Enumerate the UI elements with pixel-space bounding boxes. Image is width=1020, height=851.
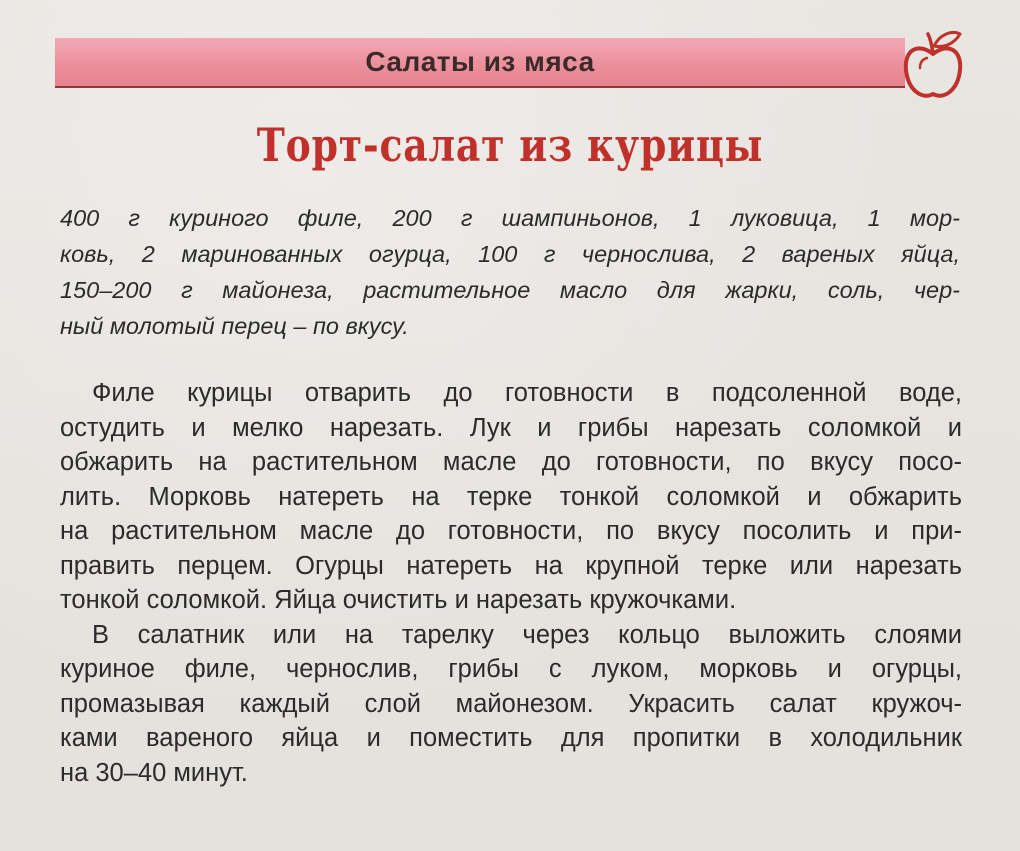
section-title: Салаты из мяса: [365, 46, 595, 77]
ingredients-list: [60, 200, 960, 344]
ingredients-line: ный молотый перец – по вкусу.: [60, 313, 409, 339]
instructions-line: править перцем. Огурцы натереть на крупной терке или нарезать: [60, 551, 962, 580]
ingredients-line: ковь, 2 маринованных огурца, 100 г чернослива, 2 вареных яйца,: [60, 241, 960, 267]
ingredients-line: 150–200 г майонеза, растительное масло для жарки, соль, чер-: [60, 277, 960, 303]
recipe-instructions: [60, 376, 962, 790]
ingredients-line: 400 г куриного филе, 200 г шампиньонов, 1 луковица, 1 мор-: [60, 205, 960, 231]
instructions-line: куриное филе, чернослив, грибы с луком, морковь и огурцы,: [60, 655, 962, 683]
section-header-bar: [55, 38, 905, 88]
instructions-line: на 30–40 минут.: [60, 758, 248, 787]
instructions-line: лить. Морковь натереть на терке тонкой соломкой и обжарить: [60, 482, 962, 511]
instructions-line: тонкой соломкой. Яйца очистить и нарезать кружочками.: [60, 586, 737, 614]
instructions-line: на растительном масле до готовности, по вкусу посолить и при-: [60, 517, 962, 545]
instructions-line: Филе курицы отварить до готовности в подсоленной воде,: [92, 379, 962, 407]
instructions-line: промазывая каждый слой майонезом. Украсить салат кружоч-: [60, 689, 962, 718]
recipe-title: Торт-салат из курицы: [256, 118, 764, 172]
apple-icon: [898, 24, 968, 104]
instructions-line: остудить и мелко нарезать. Лук и грибы нарезать соломкой и: [60, 413, 962, 442]
instructions-line: обжарить на растительном масле до готовности, по вкусу посо-: [60, 448, 962, 476]
instructions-line: В салатник или на тарелку через кольцо выложить слоями: [92, 620, 962, 649]
instructions-line: ками вареного яйца и поместить для пропитки в холодильник: [60, 724, 962, 752]
